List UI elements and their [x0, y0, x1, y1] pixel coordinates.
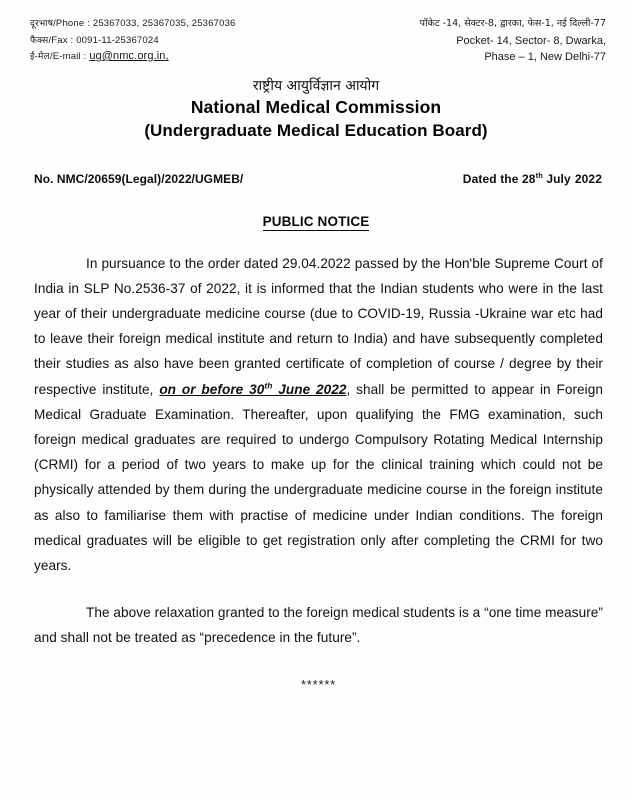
end-of-notice-mark: ****** [300, 676, 337, 692]
organization-title-block [0, 76, 632, 142]
notice-paragraph-2: The above relaxation granted to the foreign medical students is a “one time measure” and shall not be treated as “precedence in the future”. [34, 605, 603, 646]
phone-label-english: /Phone : [53, 18, 93, 29]
fax-line [30, 33, 236, 50]
organization-name-english: National Medical Commission [190, 96, 442, 117]
notice-body [0, 251, 632, 692]
date-ordinal-suffix: th [535, 170, 543, 180]
reference-row [0, 172, 632, 186]
address-english-line-1: Pocket- 14, Sector- 8, Dwarka, [456, 35, 606, 47]
public-notice-heading [0, 214, 632, 229]
fax-label-hindi: फैक्स [30, 35, 49, 46]
phone-line [30, 16, 236, 33]
deadline-text: on or before 30 [159, 381, 265, 397]
paragraph-1-text-before-emphasis: In pursuance to the order dated 29.04.2022 passed by the Hon'ble Supreme Court of India in SLP No.2536-37 of 2022, it is informed that the Indian students who were in the last year of their undergraduate medicine course (due to COVID-19, Russia -Ukraine war etc had to leave their foreign medical institute and return to India) and have subsequently completed their studies as also have been granted certificate of completion of course / degree by their respective institute, [34, 255, 603, 397]
deadline-ordinal-suffix: th [264, 379, 273, 390]
phone-label-hindi: दूरभाष [30, 19, 54, 29]
address-english-line-2: Phase – 1, New Delhi-77 [484, 51, 606, 63]
public-notice-heading-text: PUBLIC NOTICE [262, 213, 370, 229]
fax-label-english: /Fax : [48, 34, 77, 46]
paragraph-1-text-after-emphasis: , shall be permitted to appear in Foreign Medical Graduate Examination. Thereafter, upon qualifying the FMG examination, such foreign medical graduates are required to undergo Compulsory Rotating Medical Internship (CRMI) for a period of two years to make up for the clinical training which could not be physically attended by them during the undergraduate medicine course in the foreign institute as also to familiarise them with practise of medicine under Indian conditions. The foreign medical graduates will be eligible to get registration only after completing the CRMI for two years. [34, 381, 603, 573]
office-address [420, 16, 606, 65]
deadline-month-year: June 2022 [272, 381, 347, 397]
email-address-link[interactable]: ug@nmc.org.in, [89, 50, 169, 62]
fax-number: 0091-11-25367024 [76, 34, 159, 46]
letterhead [0, 0, 632, 66]
contact-details [30, 16, 236, 66]
organization-name-hindi: राष्ट्रीय आयुर्विज्ञान आयोग [252, 77, 380, 94]
date-year: 2022 [574, 171, 602, 186]
email-line [30, 49, 236, 66]
document-date [463, 172, 604, 186]
email-label-hindi: ई-मेल [30, 52, 50, 62]
reference-number: No. NMC/20659(Legal)/2022/UGMEB/ [34, 171, 244, 186]
date-prefix: Dated the 28 [462, 171, 536, 186]
deadline-emphasis [159, 379, 347, 397]
date-month: July [542, 171, 571, 186]
phone-numbers: 25367033, 25367035, 25367036 [92, 18, 236, 29]
email-label-english: /E-mail : [49, 51, 90, 62]
organization-board-name: (Undergraduate Medical Education Board) [144, 120, 488, 140]
address-hindi: पॉकेट -14, सेक्टर-8, द्वारका, फेस-1, नई दिल्ली-77 [419, 18, 606, 29]
notice-paragraph-1 [34, 251, 603, 579]
